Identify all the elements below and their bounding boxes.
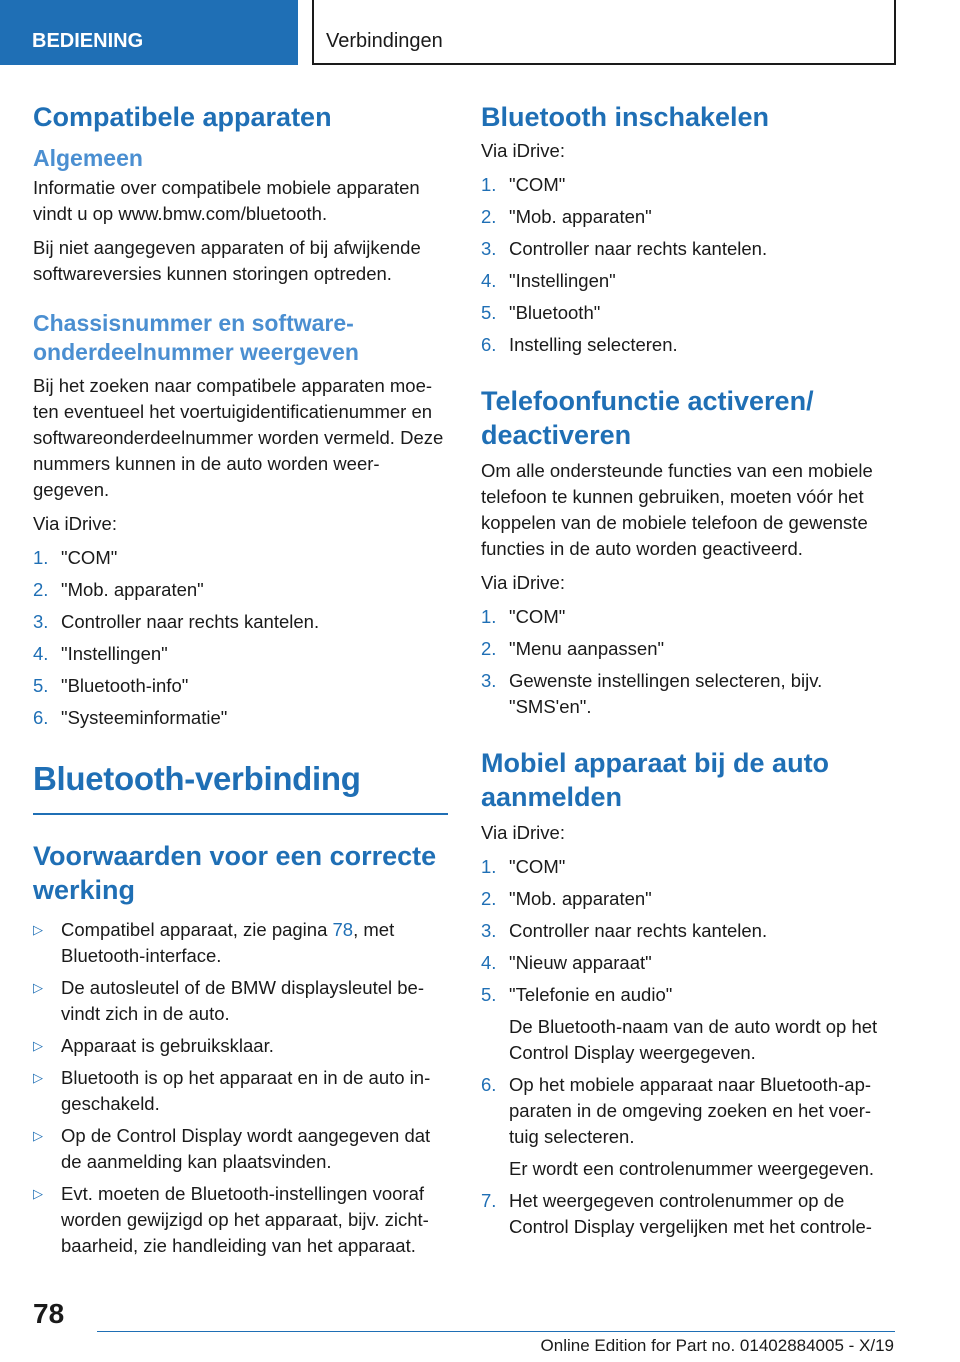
heading-prerequisites: Voorwaarden voor een correcte werking	[33, 841, 437, 905]
step-number: 7.	[481, 1190, 497, 1211]
bullet-text: Apparaat is gebruiksklaar.	[61, 1035, 274, 1056]
via-idrive-label: Via iDrive:	[481, 140, 565, 161]
step-text: "COM"	[509, 856, 566, 877]
step-number: 6.	[33, 707, 49, 728]
step-text: "Bluetooth-info"	[61, 675, 189, 696]
list-item	[481, 886, 894, 912]
step-number: 3.	[481, 238, 497, 259]
step-text: "Systeeminformatie"	[61, 707, 228, 728]
page-link[interactable]: 78	[332, 919, 354, 940]
via-idrive-label: Via iDrive:	[481, 822, 565, 843]
step-note: Er wordt een controlenummer weergegeven.	[509, 1158, 875, 1179]
step-number: 3.	[481, 670, 497, 691]
general-paragraph-1: Informatie over compatibele mobiele apparaten vindt u op www.bmw.com/bluetooth.	[33, 177, 420, 224]
step-text: Op het mobiele apparaat naar Bluetooth-ap-paraten in de omgeving zoeken en het voer-tuig selecteren.	[509, 1074, 872, 1147]
heading-chassis-number: Chassisnummer en software-onderdeelnummer weergeven	[33, 310, 359, 365]
page-number: 78	[33, 1298, 65, 1329]
footer-divider	[97, 1331, 895, 1332]
step-text: Het weergegeven controlenummer op de Control Display vergelijken met het controle-	[509, 1190, 872, 1237]
step-number: 5.	[33, 675, 49, 696]
step-text: Controller naar rechts kantelen.	[509, 920, 768, 941]
list-item	[481, 854, 894, 880]
step-number: 3.	[481, 920, 497, 941]
list-item	[481, 300, 894, 326]
triangle-bullet-icon: ▷	[33, 1186, 43, 1201]
step-number: 1.	[481, 174, 497, 195]
register-steps-continued	[481, 1072, 894, 1150]
bluetooth-on-block	[481, 100, 894, 358]
step-number: 3.	[33, 611, 49, 632]
list-item	[481, 332, 894, 358]
general-paragraph-2: Bij niet aangegeven apparaten of bij afwijkende softwareversies kunnen storingen optreden.	[33, 237, 421, 284]
list-item	[33, 1181, 448, 1259]
chassis-steps	[33, 545, 448, 731]
prerequisites-list	[33, 917, 448, 1259]
heading-compatible-devices: Compatibele apparaten	[33, 102, 332, 132]
step-text: "COM"	[509, 174, 566, 195]
step-note: De Bluetooth-naam van de auto wordt op het Control Display weergegeven.	[509, 1016, 878, 1063]
list-item	[481, 918, 894, 944]
list-item	[481, 668, 894, 720]
step-text: "Mob. apparaten"	[509, 888, 652, 909]
register-block	[481, 746, 894, 1240]
list-item	[33, 577, 448, 603]
section-tab: BEDIENING	[0, 0, 298, 65]
phone-paragraph: Om alle ondersteunde functies van een mobiele telefoon te kunnen gebruiken, moeten vóór het koppelen van de mobiele telefoon de gewenste functies in de auto worden geactiveerd.	[481, 460, 873, 559]
step-text: "Mob. apparaten"	[509, 206, 652, 227]
chapter-heading: Bluetooth-verbinding	[33, 757, 448, 815]
bullet-text: Op de Control Display wordt aangegeven dat de aanmelding kan plaatsvinden.	[61, 1125, 431, 1172]
via-idrive-label: Via iDrive:	[33, 513, 117, 534]
chapter-title: Verbindingen	[312, 0, 896, 65]
triangle-bullet-icon: ▷	[33, 1038, 43, 1053]
list-item	[481, 982, 894, 1008]
heading-register-device: Mobiel apparaat bij de auto aanmelden	[481, 748, 830, 812]
step-number: 5.	[481, 984, 497, 1005]
list-item	[33, 917, 448, 969]
list-item	[33, 609, 448, 635]
bullet-text: Evt. moeten de Bluetooth-instellingen vooraf worden gewijzigd op het apparaat, bijv. zicht-baarheid, zie handleiding van het apparaat.	[61, 1183, 429, 1256]
list-item	[33, 705, 448, 731]
step-text: "Bluetooth"	[509, 302, 601, 323]
triangle-bullet-icon: ▷	[33, 1070, 43, 1085]
list-item	[33, 1033, 448, 1059]
step-number: 6.	[481, 334, 497, 355]
list-item	[33, 673, 448, 699]
list-item	[33, 975, 448, 1027]
step-number: 4.	[481, 952, 497, 973]
via-idrive-label: Via iDrive:	[481, 572, 565, 593]
triangle-bullet-icon: ▷	[33, 922, 43, 937]
bullet-text: Bluetooth is op het apparaat en in de auto in-geschakeld.	[61, 1067, 431, 1114]
list-item	[33, 1065, 448, 1117]
phone-function-block	[481, 384, 894, 720]
list-item	[481, 604, 894, 630]
chassis-paragraph: Bij het zoeken naar compatibele apparaten moe-ten eventueel het voertuigidentificatienummer en softwareonderdeelnummer worden vermeld. Deze nummers kunnen in de auto worden weer-gegeven.	[33, 375, 444, 500]
list-item	[33, 1123, 448, 1175]
step-text: "COM"	[509, 606, 566, 627]
right-column	[481, 100, 894, 1262]
step-text: Controller naar rechts kantelen.	[509, 238, 768, 259]
list-item	[481, 950, 894, 976]
step-text: "COM"	[61, 547, 118, 568]
register-steps	[481, 854, 894, 1008]
step-number: 4.	[33, 643, 49, 664]
step-text: "Menu aanpassen"	[509, 638, 665, 659]
step-text: Gewenste instellingen selecteren, bijv. "SMS'en".	[509, 670, 823, 717]
list-item	[481, 1188, 894, 1240]
step-number: 1.	[481, 606, 497, 627]
list-item	[481, 1072, 894, 1150]
step-text: "Instellingen"	[509, 270, 616, 291]
step-text: "Telefonie en audio"	[509, 984, 673, 1005]
step-text: "Instellingen"	[61, 643, 168, 664]
bullet-text: De autosleutel of de BMW displaysleutel be-vindt zich in de auto.	[61, 977, 424, 1024]
footer-edition: Online Edition for Part no. 01402884005 - X/19	[540, 1336, 894, 1355]
heading-bluetooth-on: Bluetooth inschakelen	[481, 102, 770, 132]
step-number: 4.	[481, 270, 497, 291]
step-number: 2.	[481, 206, 497, 227]
step-number: 2.	[33, 579, 49, 600]
triangle-bullet-icon: ▷	[33, 1128, 43, 1143]
list-item	[481, 268, 894, 294]
step-number: 6.	[481, 1074, 497, 1095]
triangle-bullet-icon: ▷	[33, 980, 43, 995]
step-text: Controller naar rechts kantelen.	[61, 611, 320, 632]
list-item	[481, 636, 894, 662]
step-number: 5.	[481, 302, 497, 323]
step-number: 2.	[481, 888, 497, 909]
list-item	[481, 172, 894, 198]
register-steps-final	[481, 1188, 894, 1240]
step-text: "Nieuw apparaat"	[509, 952, 652, 973]
step-number: 2.	[481, 638, 497, 659]
left-column	[33, 100, 448, 1265]
list-item	[481, 236, 894, 262]
bullet-text: Compatibel apparaat, zie pagina	[61, 919, 333, 940]
bullet-text-suffix: , met Bluetooth-interface.	[61, 919, 395, 966]
list-item	[33, 641, 448, 667]
heading-general: Algemeen	[33, 145, 143, 171]
list-item	[33, 545, 448, 571]
phone-steps	[481, 604, 894, 720]
list-item	[481, 204, 894, 230]
bluetooth-on-steps	[481, 172, 894, 358]
step-number: 1.	[481, 856, 497, 877]
step-text: "Mob. apparaten"	[61, 579, 204, 600]
general-block	[33, 144, 448, 287]
heading-phone-function: Telefoonfunctie activeren/ deactiveren	[481, 386, 814, 450]
step-number: 1.	[33, 547, 49, 568]
chassis-block	[33, 309, 448, 731]
step-text: Instelling selecteren.	[509, 334, 678, 355]
